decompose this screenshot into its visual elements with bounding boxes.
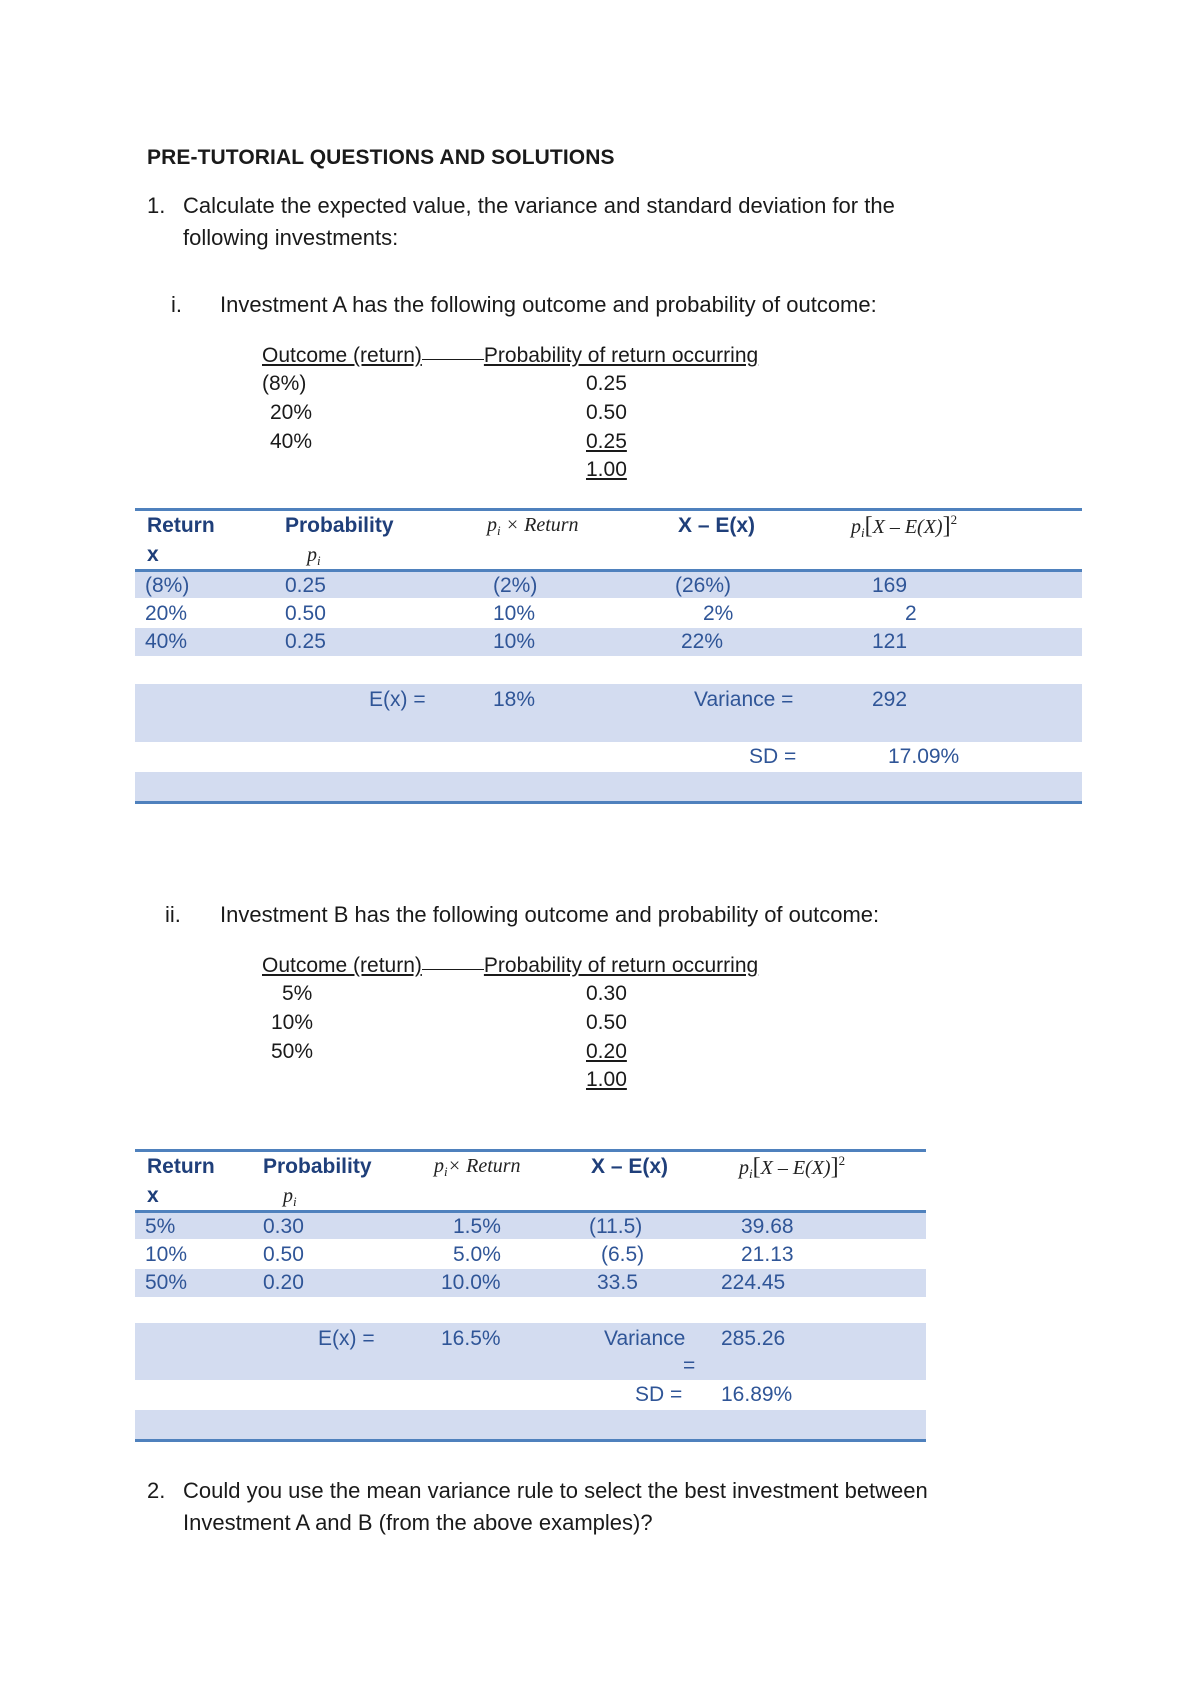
table-cell: 33.5 [597,1271,638,1294]
table-a-top-rule [135,508,1082,511]
part-b-number: ii. [165,902,181,927]
part-a-number: i. [171,292,182,317]
table-cell: 224.45 [721,1271,786,1294]
outcome-a-3: 40% [270,430,313,453]
table-a-bottom-rule [135,801,1082,804]
table-cell: 10% [493,630,536,653]
prob-a-total: 1.00 [586,458,627,481]
table-cell: 0.25 [285,574,326,597]
table-cell: 0.50 [263,1243,304,1266]
prob-b-1: 0.30 [586,982,627,1005]
table-cell: 1.5% [453,1215,501,1238]
variance-label-equals: = [683,1354,696,1377]
table-cell: 39.68 [741,1215,794,1238]
table-b-summary-band [135,1323,926,1380]
table-cell: 10.0% [441,1271,501,1294]
prob-b-total: 1.00 [586,1068,627,1091]
table-cell: 0.50 [285,602,326,625]
part-a-text: Investment A has the following outcome and probability of outcome: [220,292,877,317]
table-b-band-1 [135,1213,926,1239]
outcome-header-a: Outcome (return) Probability of return occurring [262,344,759,367]
page-title: PRE-TUTORIAL QUESTIONS AND SOLUTIONS [147,146,615,169]
outcome-a-1: (8%) [262,372,307,395]
table-cell: 121 [872,630,908,653]
variance-label: Variance [604,1327,686,1350]
header-return: Return [147,514,215,537]
variance-label: Variance = [694,688,794,711]
table-row: 40% [145,630,188,653]
ex-label: E(x) = [318,1327,375,1350]
outcome-list-a [262,344,862,484]
ex-label: E(x) = [369,688,426,711]
header-x: x [147,543,159,566]
question-1-text-line2: following investments: [183,225,399,250]
header-x: x [147,1184,159,1207]
prob-b-3: 0.20 [586,1040,627,1063]
table-cell: (2%) [493,574,538,597]
table-cell: 21.13 [741,1243,794,1266]
prob-a-2: 0.50 [586,401,627,424]
table-row: 5% [145,1215,176,1238]
table-cell: 0.30 [263,1215,304,1238]
sd-value: 17.09% [888,745,960,768]
outcome-list-b [262,954,862,1094]
table-cell: 5.0% [453,1243,501,1266]
table-b-bottom-rule [135,1439,926,1442]
table-cell: 0.25 [285,630,326,653]
prob-a-3: 0.25 [586,430,627,453]
outcome-header-b: Outcome (return) Probability of return occurring [262,954,759,977]
table-a-bottom-band [135,772,1082,801]
sd-label: SD = [635,1383,683,1406]
sd-label: SD = [749,745,797,768]
header-probability: Probability [263,1155,372,1178]
question-2-text-line2: Investment A and B (from the above examples)? [183,1510,653,1535]
question-2-text-line1: Could you use the mean variance rule to select the best investment between [183,1478,928,1503]
table-row: (8%) [145,574,190,597]
table-cell: 22% [681,630,724,653]
part-b-text: Investment B has the following outcome and probability of outcome: [220,902,880,927]
header-pi-times-return: $p_i\times$ Return [434,1155,521,1179]
table-cell: 0.20 [263,1271,304,1294]
header-pi: $p_i$ [283,1185,297,1209]
table-a-band-3 [135,628,1082,656]
table-cell: 10% [493,602,536,625]
question-2-number: 2. [147,1478,166,1503]
header-variance-term: $p_i[X - E(X)]^2$ [739,1153,846,1181]
question-1-number: 1. [147,193,166,218]
header-x-minus-ex: X – E(x) [678,514,756,537]
table-cell: (6.5) [601,1243,645,1266]
table-b [135,1149,926,1449]
table-row: 20% [145,602,188,625]
ex-value: 16.5% [441,1327,501,1350]
ex-value: 18% [493,688,536,711]
header-return: Return [147,1155,215,1178]
question-1-text-line1: Calculate the expected value, the variance and standard deviation for the [183,193,895,218]
table-cell: 169 [872,574,908,597]
table-cell: (26%) [675,574,732,597]
outcome-a-2: 20% [270,401,313,424]
outcome-b-2: 10% [271,1011,314,1034]
sd-value: 16.89% [721,1383,793,1406]
table-cell: 2% [703,602,734,625]
variance-value: 292 [872,688,908,711]
table-a [135,508,1082,808]
outcome-b-3: 50% [271,1040,314,1063]
prob-b-2: 0.50 [586,1011,627,1034]
header-x-minus-ex: X – E(x) [591,1155,669,1178]
table-cell: (11.5) [589,1215,643,1238]
header-pi: $p_i$ [307,544,321,568]
table-a-summary-band [135,684,1082,742]
header-variance-term: $p_i[X - E(X)]^2$ [851,512,958,540]
variance-value: 285.26 [721,1327,786,1350]
table-b-top-rule [135,1149,926,1152]
prob-a-1: 0.25 [586,372,627,395]
header-pi-times-return: $p_i$ × Return [487,514,579,538]
table-row: 10% [145,1243,188,1266]
table-cell: 2 [905,602,917,625]
outcome-b-1: 5% [282,982,313,1005]
table-row: 50% [145,1271,188,1294]
table-a-band-1 [135,572,1082,598]
table-b-band-3 [135,1269,926,1297]
header-probability: Probability [285,514,394,537]
table-b-bottom-band [135,1410,926,1439]
